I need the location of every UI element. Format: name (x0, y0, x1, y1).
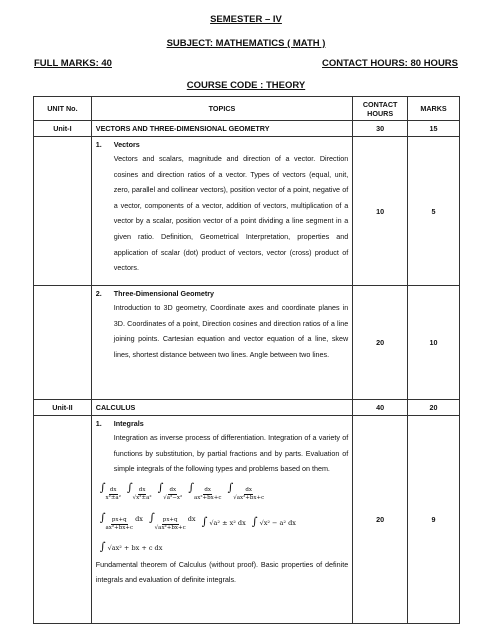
col-header-marks: MARKS (408, 97, 460, 121)
section-number: 1. (95, 140, 102, 149)
section-hours: 10 (353, 137, 408, 286)
table-header-row (34, 97, 460, 121)
semester-heading: SEMESTER – IV (210, 14, 282, 25)
table-row (34, 400, 460, 416)
col-header-contact-hours: CONTACT HOURS (353, 97, 408, 121)
integral-formulas-row-2 (96, 507, 348, 537)
integral-formula: ∫ $\frac{dx}{\text{x²±a²}}$ (99, 481, 121, 502)
table-row (34, 137, 460, 286)
course-code-heading: COURSE CODE : THEORY (186, 80, 306, 91)
section-marks: 9 (408, 416, 460, 624)
syllabus-table (33, 96, 460, 624)
subject-heading: SUBJECT: MATHEMATICS ( MATH ) (166, 38, 326, 49)
table-row (34, 416, 460, 624)
topic-cell (91, 416, 352, 624)
section-title: Vectors (113, 140, 140, 149)
section-description: Integration as inverse process of differentiation. Integration of a variety of functions by substitution, by partial fractions and by parts. Evaluation of simple integrals of the following types and problems based on them. (113, 433, 349, 474)
integral-formula: ∫ $\frac{px+q}{\text{ax²+bx+c}}$ dx (99, 511, 143, 532)
section-description: Vectors and scalars, magnitude and direction of a vector. Direction cosines and direction ratios of a vector. Types of vectors (equal, unit, zero, parallel and collinear vectors), position vector of a point, negative of a vector, components of a vector, addition of vectors, multiplication of a vector by a scalar, position vector of a point dividing a line segment in a given ratio. Definition, Geometrical Interpretation, properties and application of scalar (dot) product of vectors, vector (cross) product of vectors. (113, 154, 349, 273)
unit-marks: 15 (408, 121, 460, 137)
contact-hours: CONTACT HOURS: 80 HOURS (322, 58, 458, 69)
integral-formula: ∫ $\frac{dx}{\text{ax²+bx+c}}$ (188, 481, 222, 502)
section-description: Introduction to 3D geometry, Coordinate axes and coordinate planes in 3D. Coordinates of a point, Direction cosines and direction ratios of a line joining points. Cartesian equation and vector equation of a line, skew lines, shortest distance between two lines. Angle between two lines. (113, 303, 349, 359)
unit-marks: 20 (408, 400, 460, 416)
topic-cell (91, 286, 352, 400)
section-hours: 20 (353, 416, 408, 624)
unit-title: VECTORS AND THREE-DIMENSIONAL GEOMETRY (91, 121, 352, 137)
integral-formula: ∫ √a² ± x² dx (201, 515, 246, 529)
unit-label: Unit-II (34, 400, 92, 416)
section-heading (96, 419, 348, 428)
integral-formula: ∫ √ax² + bx + c dx (99, 540, 163, 554)
topic-cell (91, 137, 352, 286)
table-row (34, 121, 460, 137)
section-title: Integrals (113, 419, 144, 428)
integral-formula: ∫ √x² − a² dx (251, 515, 296, 529)
section-marks: 10 (408, 286, 460, 400)
unit-label: Unit-I (34, 121, 92, 137)
integral-formula: ∫ $\frac{px+q}{\text{√ax²+bx+c}}$ dx (148, 511, 196, 532)
unit-title: CALCULUS (91, 400, 352, 416)
integral-formulas-row-1 (96, 477, 348, 507)
integral-formula: ∫ $\frac{dx}{\text{√x²±a²}}$ (126, 481, 152, 502)
unit-hours: 40 (353, 400, 408, 416)
integral-formula: ∫ $\frac{dx}{\text{√ax²+bx+c}}$ (227, 481, 265, 502)
section-heading (96, 140, 348, 149)
section-number: 1. (95, 419, 102, 428)
table-row (34, 286, 460, 400)
section-heading (96, 289, 348, 298)
section-number: 2. (95, 289, 102, 298)
col-header-unit: UNIT No. (34, 97, 92, 121)
empty-cell (34, 137, 92, 286)
section-title: Three-Dimensional Geometry (113, 289, 215, 298)
empty-cell (34, 416, 92, 624)
section-marks: 5 (408, 137, 460, 286)
section-hours: 20 (353, 286, 408, 400)
integral-formulas-row-3 (96, 537, 348, 557)
empty-cell (34, 286, 92, 400)
unit-hours: 30 (353, 121, 408, 137)
section-description-2: Fundamental theorem of Calculus (without proof). Basic properties of definite integrals and evaluation of definite integrals. (95, 559, 349, 585)
integral-formula: ∫ $\frac{dx}{\text{√a²−x²}}$ (157, 481, 183, 502)
col-header-topics: TOPICS (91, 97, 352, 121)
full-marks: FULL MARKS: 40 (34, 58, 112, 69)
